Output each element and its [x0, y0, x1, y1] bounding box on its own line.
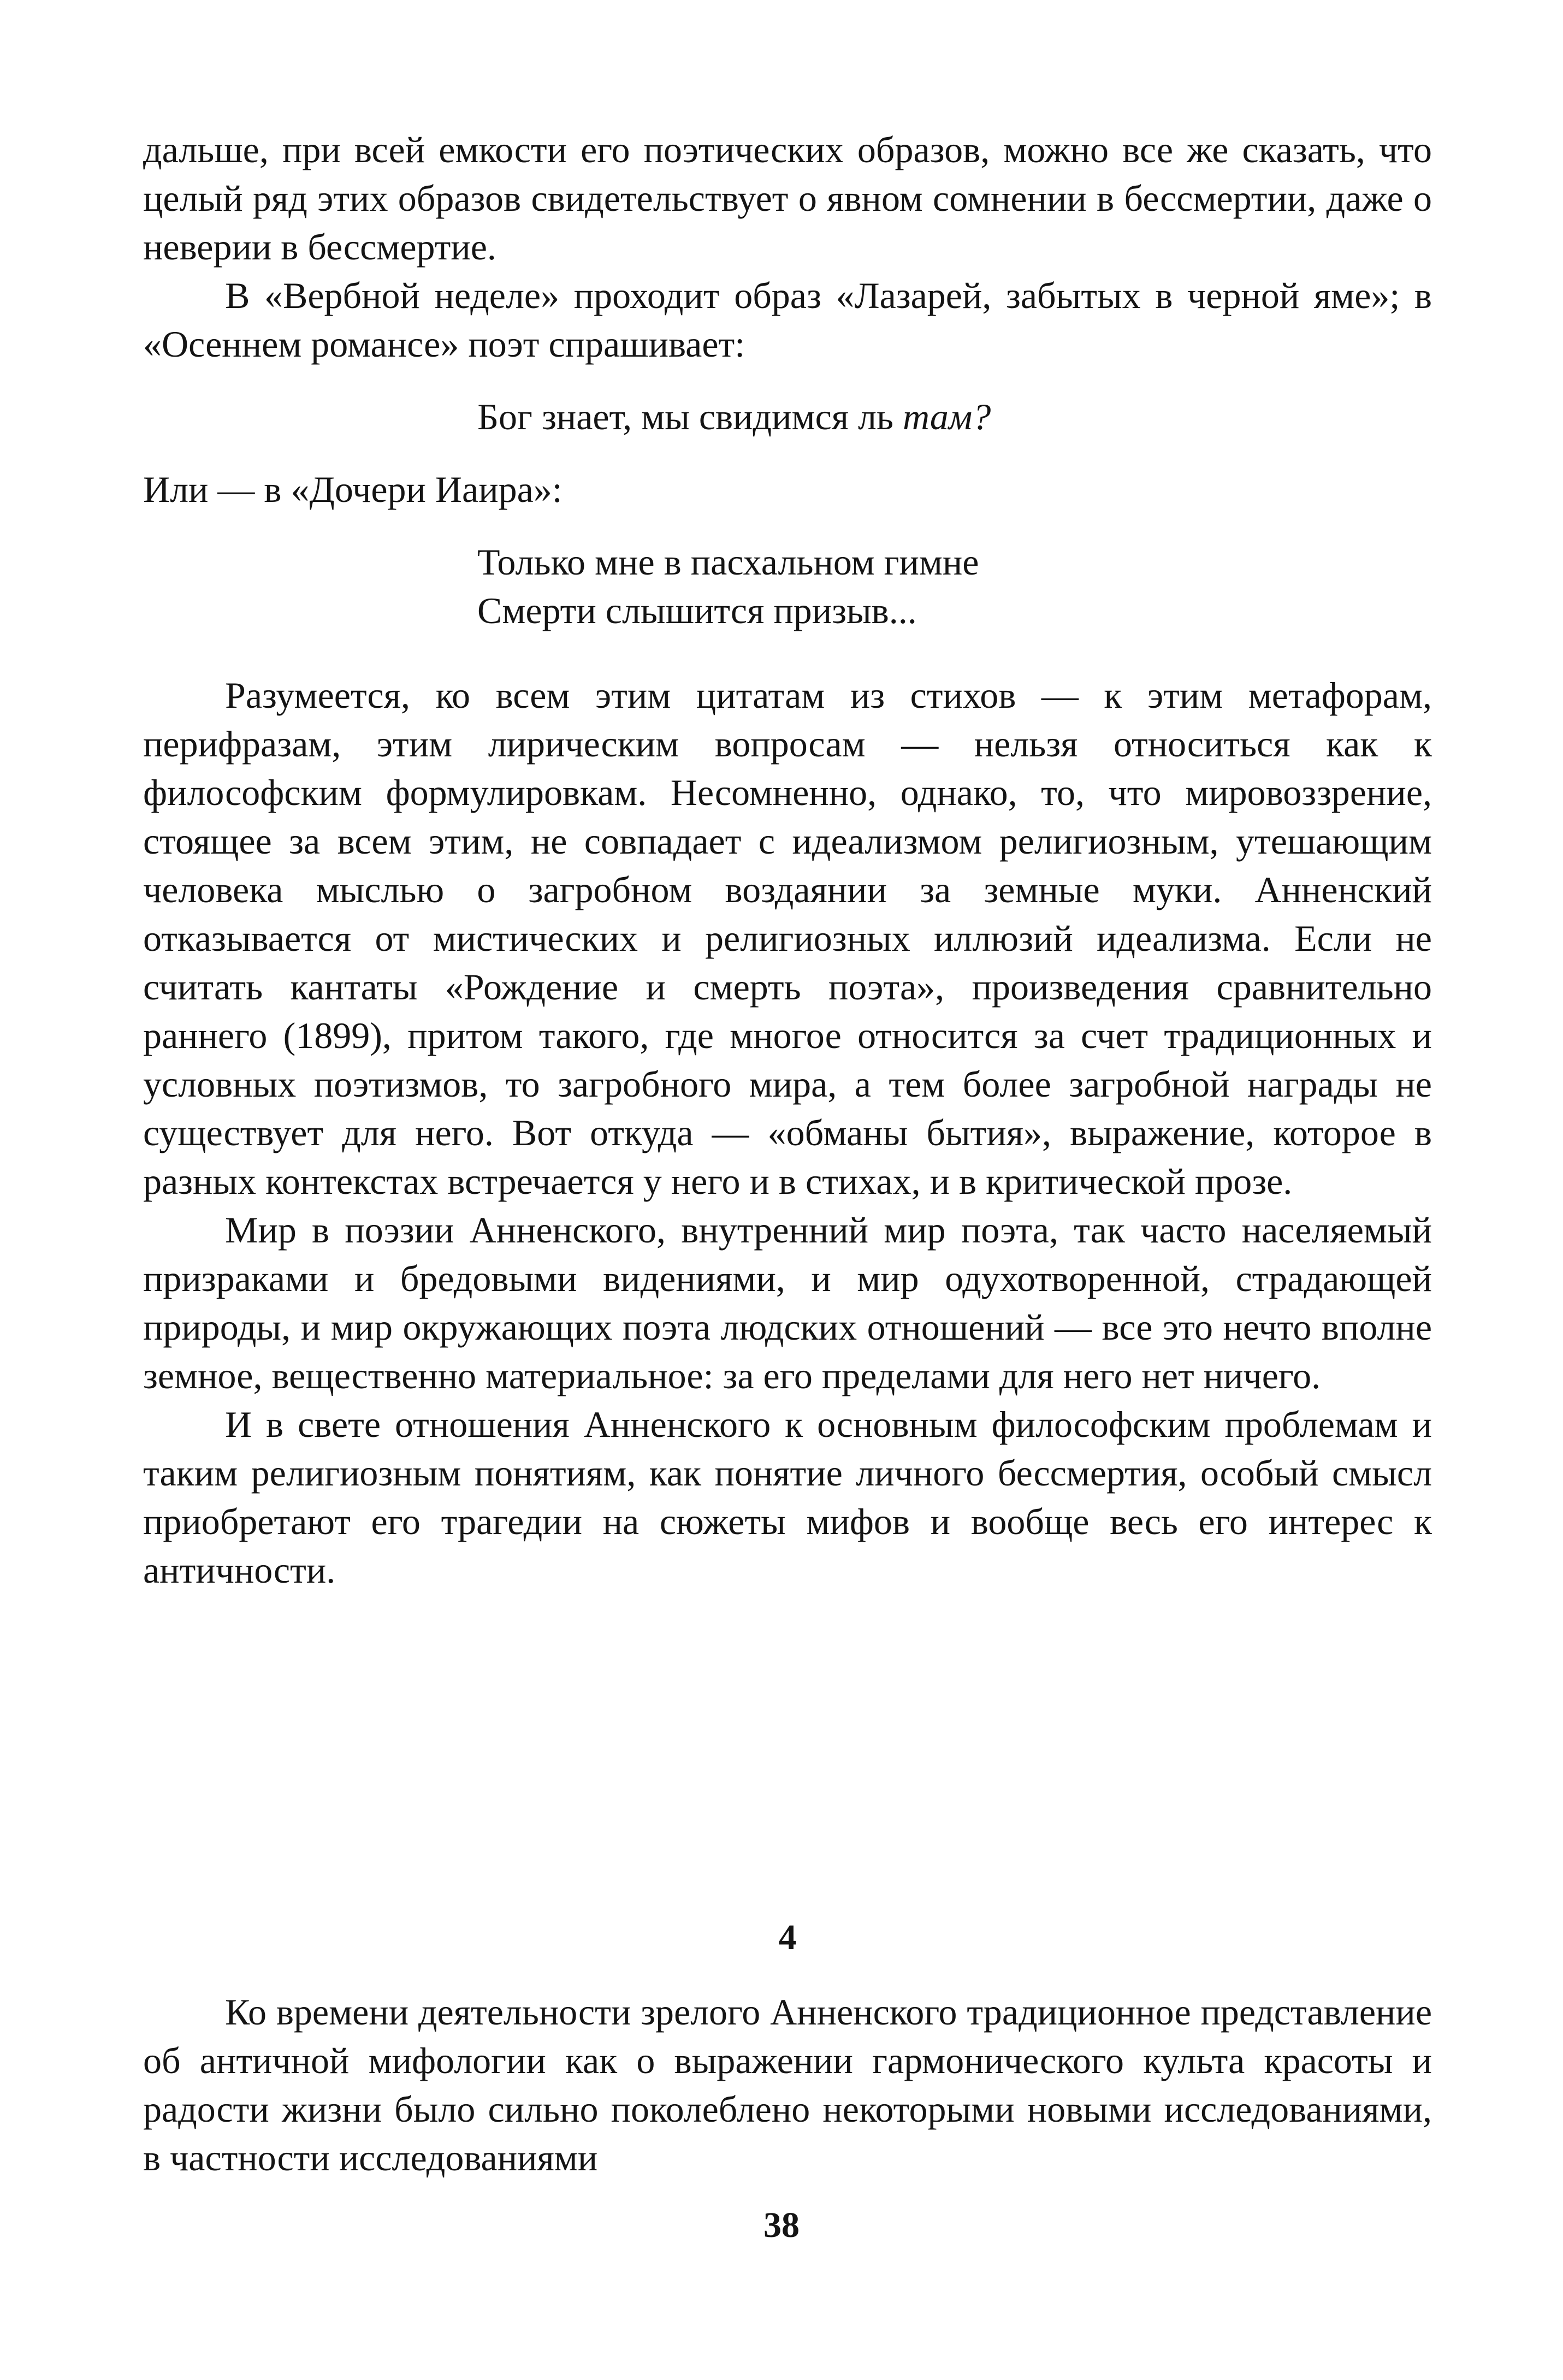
- page-number: 38: [763, 2205, 800, 2245]
- lead-in-doch-iaira: Или — в «Дочери Иаира»:: [143, 469, 563, 510]
- verse-line-italic: там?: [902, 396, 991, 437]
- paragraph-mir-v-poezii: Мир в поэзии Анненского, внутренний мир поэта, так часто населяемый призраками и бредовыми видениями, и мир одухотворенной, страдающей природы, и мир окружающих поэта людских отношений — все это нечто вполне земное, вещественно материальное: за его пределами для него нет ничего.: [143, 1209, 1432, 1396]
- paragraph-continuation: дальше, при всей емкости его поэтических образов, можно все же сказать, что целый ряд этих образов свидетельствует о явном сомнении в бессмертии, даже о неверии в бессмертие.: [143, 129, 1432, 268]
- page-body: [143, 126, 1432, 2178]
- verse-line: Только мне в пасхальном гимне: [477, 541, 979, 583]
- verse-quote-osenniy-romans: [143, 393, 1432, 441]
- verse-quote-doch-iaira: [143, 538, 1432, 635]
- paragraph-ko-vremeni: Ко времени деятельности зрелого Анненского традиционное представление об античной мифологии как о выражении гармонического культа красоты и радости жизни было сильно поколеблено некоторыми новыми исследованиями, в частности исследованиями: [143, 1991, 1432, 2178]
- verse-line: [477, 393, 1432, 441]
- section-number: 4: [778, 1917, 797, 1957]
- verse-line-text: Бог знает, мы свидимся ль: [477, 396, 903, 437]
- verse-line: Смерти слышится призыв...: [477, 590, 917, 631]
- paragraph-i-v-svete: И в свете отношения Анненского к основным философским проблемам и таким религиозным понятиям, как понятие личного бессмертия, особый смысл приобретают его трагедии на сюжеты мифов и вообще весь его интерес к античности.: [143, 1404, 1432, 1591]
- paragraph-razumeetsya: Разумеется, ко всем этим цитатам из стихов — к этим метафорам, перифразам, этим лирическим вопросам — нельзя относиться как к философским формулировкам. Несомненно, однако, то, что мировоззрение, стоящее за всем этим, не совпадает с идеализмом религиозным, утешающим человека мыслью о загробном воздаянии за земные муки. Анненский отказывается от мистических и религиозных иллюзий идеализма. Если не считать кантаты «Рождение и смерть поэта», произведения сравнительно раннего (1899), притом такого, где многое относится за счет традиционных и условных поэтизмов, то загробного мира, а тем более загробной награды не существует для него. Вот откуда — «обманы бытия», выражение, которое в разных контекстах встречается у него и в стихах, и в критической прозе.: [143, 674, 1432, 1202]
- paragraph-verbnaya-nedelya: В «Вербной неделе» проходит образ «Лазарей, забытых в черной яме»; в «Осеннем романсе» поэт спрашивает:: [143, 275, 1432, 365]
